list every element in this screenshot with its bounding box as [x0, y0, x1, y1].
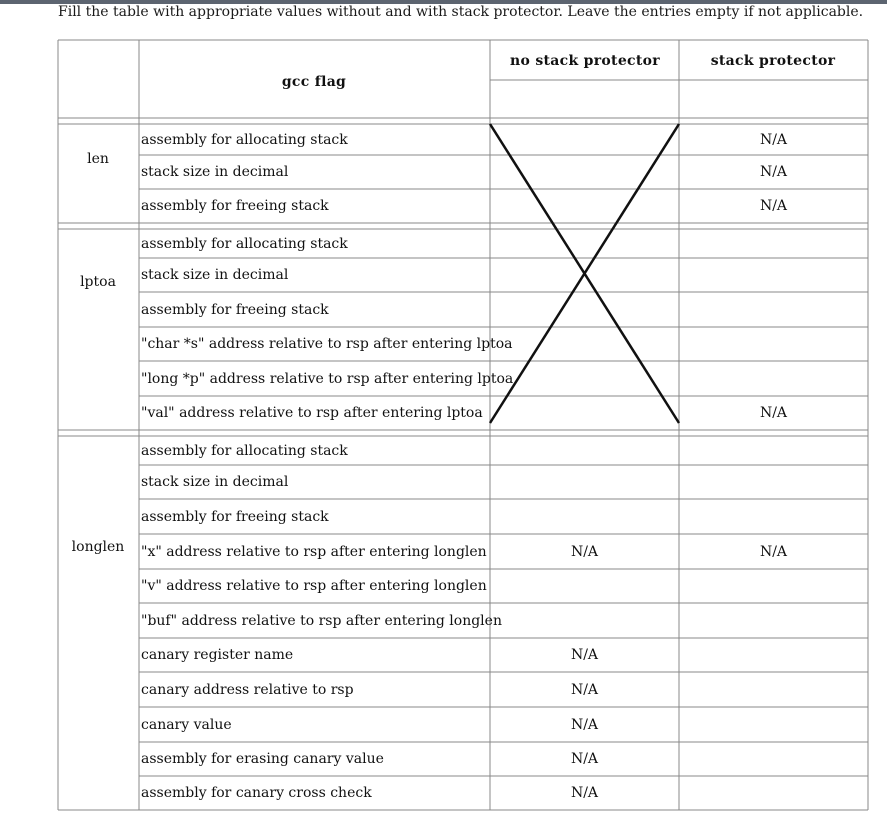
- header-no-stack-protector: no stack protector: [510, 53, 660, 69]
- cell-no-stack-protector: N/A: [570, 681, 599, 698]
- row-flag-label: canary address relative to rsp: [141, 681, 354, 698]
- cell-stack-protector: N/A: [759, 131, 788, 148]
- cell-no-stack-protector: N/A: [570, 785, 599, 801]
- row-flag-label: "x" address relative to rsp after entering longlen: [141, 543, 487, 560]
- row-flag-label: assembly for freeing stack: [141, 508, 329, 525]
- row-flag-label: "buf" address relative to rsp after entering longlen: [141, 612, 502, 629]
- cell-no-stack-protector: N/A: [570, 647, 599, 663]
- cell-stack-protector: N/A: [759, 198, 788, 214]
- header-stack-protector: stack protector: [710, 53, 836, 69]
- row-flag-label: "v" address relative to rsp after entering longlen: [141, 578, 487, 594]
- row-flag-label: assembly for canary cross check: [141, 785, 372, 801]
- cell-no-stack-protector: N/A: [570, 543, 599, 560]
- row-flag-label: stack size in decimal: [141, 474, 289, 490]
- row-flag-label: "long *p" address relative to rsp after entering lptoa: [141, 370, 514, 387]
- row-flag-label: canary register name: [141, 647, 294, 663]
- row-flag-label: assembly for allocating stack: [141, 235, 348, 252]
- row-flag-label: stack size in decimal: [141, 267, 289, 283]
- instruction-text: Fill the table with appropriate values without and with stack protector. Leave the entries empty if not applicable.: [58, 4, 864, 20]
- header-gcc-flag: gcc flag: [281, 74, 347, 90]
- row-flag-label: "val" address relative to rsp after entering lptoa: [141, 405, 483, 421]
- row-flag-label: canary value: [141, 716, 232, 733]
- group-label-len: len: [87, 151, 109, 167]
- group-label-lptoa: lptoa: [80, 274, 116, 290]
- row-flag-label: "char *s" address relative to rsp after entering lptoa: [141, 336, 513, 352]
- cell-stack-protector: N/A: [759, 543, 788, 560]
- row-flag-label: assembly for freeing stack: [141, 198, 329, 214]
- cell-stack-protector: N/A: [759, 164, 788, 180]
- cell-no-stack-protector: N/A: [570, 751, 599, 767]
- row-flag-label: assembly for erasing canary value: [141, 751, 384, 767]
- group-label-longlen: longlen: [71, 539, 125, 555]
- row-flag-label: assembly for freeing stack: [141, 301, 329, 318]
- row-flag-label: assembly for allocating stack: [141, 131, 348, 148]
- row-flag-label: assembly for allocating stack: [141, 442, 348, 459]
- row-flag-label: stack size in decimal: [141, 164, 289, 180]
- cell-no-stack-protector: N/A: [570, 716, 599, 733]
- cell-stack-protector: N/A: [759, 405, 788, 421]
